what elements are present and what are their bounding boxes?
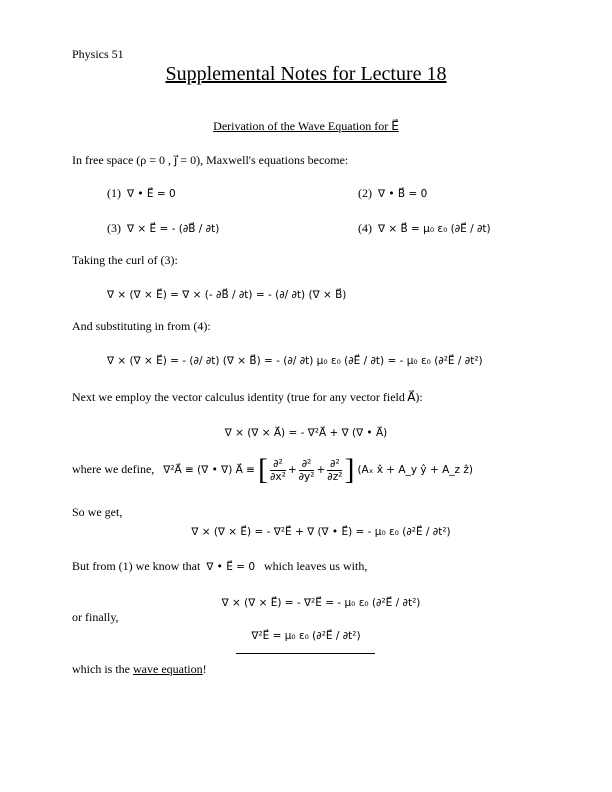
leaves-equation: ∇ × (∇ × E⃗) = - ∇²E⃗ = - μ₀ ε₀ (∂²E⃗ / ∂t²) (221, 597, 421, 609)
wave-equation: ∇²E⃗ = μ₀ ε₀ (∂²E⃗ / ∂t²) (251, 630, 361, 642)
equation-2: (2) ∇ • B⃗ = 0 (358, 186, 428, 200)
section-title: Derivation of the Wave Equation for E⃗ (213, 119, 399, 133)
equation-4: (4) ∇ × B⃗ = μ₀ ε₀ (∂E⃗ / ∂t) (358, 221, 491, 235)
definition-line: where we define, ∇²A⃗ ≡ (∇ • ∇) A⃗ ≡ [ $\frac{\text{∂²}}{\text{∂x²}}$ + $\frac{\text{∂²}}{\text{∂y²}}$ + $\frac{\text{∂²}}{\text{∂z²}}$ ] (Aₓ x̂ + A_y ŷ + A_z ẑ) (72, 453, 473, 487)
equation-1: (1) ∇ • E⃗ = 0 (107, 186, 176, 200)
intro-text: In free space (ρ = 0 , j⃗ = 0), Maxwell's equations become: (72, 153, 349, 167)
fraction-x: $\frac{\text{∂²}}{\text{∂x²}}$ (269, 457, 286, 483)
curl-text: Taking the curl of (3): (72, 253, 178, 267)
identity-text: Next we employ the vector calculus identity (true for any vector field A⃗): (72, 390, 423, 404)
substitute-equation: ∇ × (∇ × E⃗) = - (∂/ ∂t) (∇ × B⃗) = - (∂/ ∂t) μ₀ ε₀ (∂E⃗ / ∂t) = - μ₀ ε₀ (∂²E⃗ / ∂t²) (107, 355, 483, 367)
definition-text: where we define, (72, 462, 155, 476)
equation-3: (3) ∇ × E⃗ = - (∂B⃗ / ∂t) (107, 221, 220, 235)
page-title: Supplemental Notes for Lecture 18 (165, 63, 447, 85)
soget-text: So we get, (72, 505, 123, 519)
fraction-z: $\frac{\text{∂²}}{\text{∂z²}}$ (327, 457, 343, 483)
course-label: Physics 51 (72, 47, 124, 61)
definition-lhs: ∇²A⃗ ≡ (∇ • ∇) A⃗ ≡ (163, 464, 255, 476)
finally-text: or finally, (72, 610, 119, 624)
substitute-text: And substituting in from (4): (72, 319, 211, 333)
closing-line: which is the wave equation! (72, 662, 207, 676)
curl-equation: ∇ × (∇ × E⃗) = ∇ × (- ∂B⃗ / ∂t) = - (∂/ ∂t) (∇ × B⃗) (107, 289, 347, 301)
soget-equation: ∇ × (∇ × E⃗) = - ∇²E⃗ + ∇ (∇ • E⃗) = - μ₀ ε₀ (∂²E⃗ / ∂t²) (191, 526, 451, 538)
but-line: But from (1) we know that ∇ • E⃗ = 0 which leaves us with, (72, 559, 368, 573)
identity-equation: ∇ × (∇ × A⃗) = - ∇²A⃗ + ∇ (∇ • A⃗) (224, 427, 388, 439)
definition-rhs: (Aₓ x̂ + A_y ŷ + A_z ẑ) (357, 464, 473, 476)
divider-line (236, 653, 375, 654)
fraction-y: $\frac{\text{∂²}}{\text{∂y²}}$ (298, 457, 315, 483)
